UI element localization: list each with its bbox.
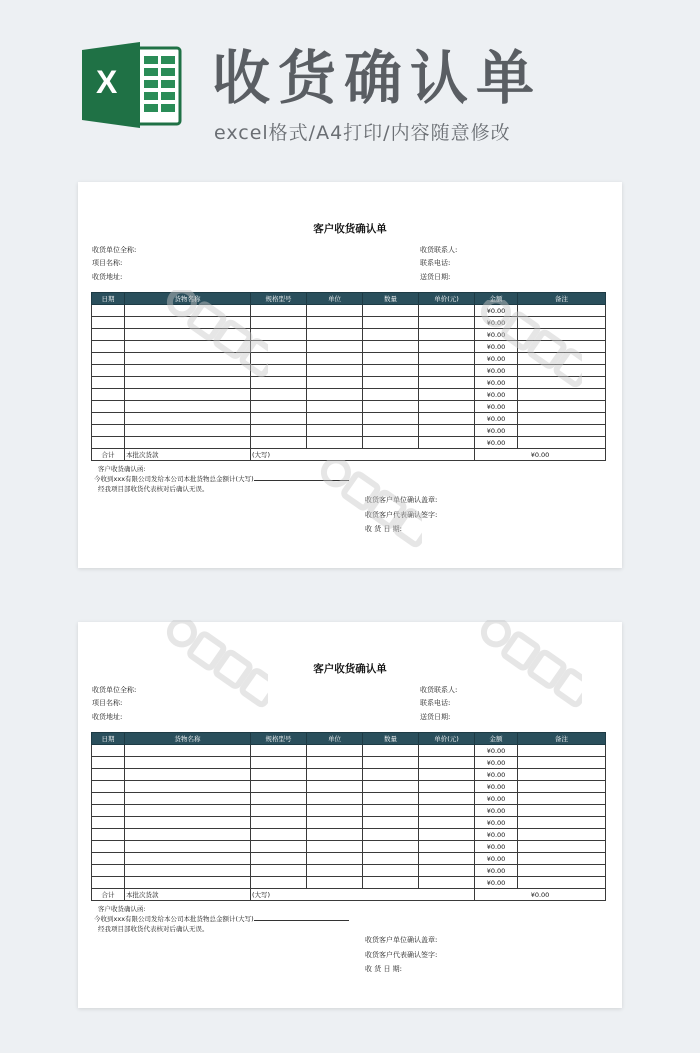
table-cell [363, 401, 419, 413]
table-cell [363, 329, 419, 341]
amount-cell: ¥0.00 [475, 305, 518, 317]
table-row [92, 377, 606, 389]
amount-cell: ¥0.00 [475, 865, 518, 877]
table-row [92, 353, 606, 365]
table-cell [251, 781, 307, 793]
table-cell [92, 769, 125, 781]
total-label: 合计 [92, 449, 125, 461]
table-cell [518, 841, 606, 853]
banner [0, 0, 700, 165]
table-cell [125, 781, 251, 793]
table-header-row [92, 293, 606, 305]
table-cell [419, 437, 475, 449]
table-cell [251, 317, 307, 329]
table-cell [363, 437, 419, 449]
table-cell [251, 437, 307, 449]
table-cell [419, 853, 475, 865]
field-phone: 联系电话: [420, 259, 451, 267]
table-cell [92, 865, 125, 877]
table-cell [419, 353, 475, 365]
excel-logo-letter: X [96, 64, 118, 100]
table-cell [363, 865, 419, 877]
table-cell [92, 317, 125, 329]
table-cell [125, 877, 251, 889]
table-cell [363, 389, 419, 401]
field-recipient-unit: 收货单位全称: [92, 686, 137, 694]
table-cell [92, 853, 125, 865]
table-cell [518, 769, 606, 781]
total-row [92, 449, 606, 461]
table-cell [251, 805, 307, 817]
total-description: 本批次货款 [125, 449, 251, 461]
table-cell [307, 817, 363, 829]
table-cell [518, 877, 606, 889]
table-cell [92, 329, 125, 341]
confirmation-amount-text: 今收到xxx有限公司发给本公司本批货物总金额计(大写) [94, 915, 254, 923]
table-cell [518, 793, 606, 805]
table-row [92, 865, 606, 877]
table-cell [251, 853, 307, 865]
column-header: 规格型号 [251, 293, 307, 305]
table-cell [307, 317, 363, 329]
table-cell [419, 317, 475, 329]
amount-cell: ¥0.00 [475, 329, 518, 341]
table-cell [251, 413, 307, 425]
table-row [92, 877, 606, 889]
table-cell [363, 793, 419, 805]
table-cell [125, 317, 251, 329]
table-cell [251, 817, 307, 829]
table-cell [125, 769, 251, 781]
receipt-sheet-2 [78, 622, 622, 1008]
table-cell [363, 353, 419, 365]
table-cell [518, 853, 606, 865]
table-cell [307, 745, 363, 757]
table-cell [363, 877, 419, 889]
table-cell [419, 769, 475, 781]
table-cell [363, 829, 419, 841]
table-row [92, 317, 606, 329]
table-cell [307, 829, 363, 841]
table-cell [363, 377, 419, 389]
field-recipient-unit: 收货单位全称: [92, 246, 137, 254]
table-cell [125, 377, 251, 389]
amount-cell: ¥0.00 [475, 377, 518, 389]
table-row [92, 389, 606, 401]
table-cell [518, 365, 606, 377]
amount-cell: ¥0.00 [475, 401, 518, 413]
table-cell [518, 341, 606, 353]
table-cell [125, 437, 251, 449]
column-header: 货物名称 [125, 733, 251, 745]
table-cell [419, 877, 475, 889]
sign-representative: 收货客户代表确认签字: [365, 951, 438, 959]
total-label: 合计 [92, 889, 125, 901]
table-row [92, 341, 606, 353]
table-cell [518, 829, 606, 841]
total-description: 本批次货款 [125, 889, 251, 901]
column-header: 单位 [307, 293, 363, 305]
table-cell [92, 305, 125, 317]
table-cell [518, 757, 606, 769]
table-cell [125, 865, 251, 877]
table-cell [125, 829, 251, 841]
table-cell [251, 829, 307, 841]
table-cell [92, 401, 125, 413]
total-amount: ¥0.00 [475, 449, 606, 461]
sign-receipt-date: 收 货 日 期: [365, 965, 403, 973]
receipt-sheet-1 [78, 182, 622, 568]
table-cell [92, 841, 125, 853]
confirmation-verified: 经我项目部收货代表核对后确认无误。 [98, 485, 209, 493]
table-cell [251, 793, 307, 805]
table-cell [518, 865, 606, 877]
table-cell [307, 793, 363, 805]
table-cell [307, 853, 363, 865]
field-contact: 收货联系人: [420, 686, 458, 694]
table-cell [363, 413, 419, 425]
table-cell [251, 757, 307, 769]
table-cell [518, 425, 606, 437]
amount-cell: ¥0.00 [475, 853, 518, 865]
confirmation-heading: 客户收货确认函: [98, 905, 146, 913]
table-cell [92, 437, 125, 449]
table-cell [419, 817, 475, 829]
table-cell [251, 341, 307, 353]
column-header: 日期 [92, 293, 125, 305]
table-cell [251, 329, 307, 341]
table-cell [307, 389, 363, 401]
table-cell [419, 305, 475, 317]
table-cell [363, 425, 419, 437]
table-cell [419, 781, 475, 793]
table-cell [518, 389, 606, 401]
table-cell [251, 365, 307, 377]
table-cell [92, 805, 125, 817]
table-cell [419, 425, 475, 437]
table-cell [125, 341, 251, 353]
table-cell [419, 389, 475, 401]
column-header: 单价(元) [419, 293, 475, 305]
table-row [92, 817, 606, 829]
amount-cell: ¥0.00 [475, 413, 518, 425]
column-header: 货物名称 [125, 293, 251, 305]
table-row [92, 425, 606, 437]
table-cell [125, 413, 251, 425]
amount-cell: ¥0.00 [475, 817, 518, 829]
table-cell [307, 437, 363, 449]
banner-subtitle: excel格式/A4打印/内容随意修改 [214, 122, 511, 144]
table-cell [518, 817, 606, 829]
table-cell [518, 329, 606, 341]
table-cell [125, 305, 251, 317]
confirmation-heading: 客户收货确认函: [98, 465, 146, 473]
table-cell [92, 389, 125, 401]
table-cell [518, 305, 606, 317]
amount-cell: ¥0.00 [475, 745, 518, 757]
table-cell [92, 365, 125, 377]
table-row [92, 853, 606, 865]
table-cell [307, 413, 363, 425]
table-cell [518, 317, 606, 329]
table-cell [518, 805, 606, 817]
table-header-row [92, 733, 606, 745]
table-row [92, 329, 606, 341]
column-header: 数量 [363, 293, 419, 305]
table-row [92, 829, 606, 841]
table-cell [307, 877, 363, 889]
table-cell [419, 413, 475, 425]
table-cell [92, 413, 125, 425]
table-cell [92, 341, 125, 353]
underline-blank [254, 914, 349, 921]
table-row [92, 781, 606, 793]
field-project-name: 项目名称: [92, 699, 123, 707]
table-cell [307, 781, 363, 793]
field-address: 收货地址: [92, 713, 123, 721]
table-cell [307, 401, 363, 413]
total-amount: ¥0.00 [475, 889, 606, 901]
table-cell [363, 817, 419, 829]
field-phone: 联系电话: [420, 699, 451, 707]
table-row [92, 305, 606, 317]
table-cell [125, 853, 251, 865]
amount-cell: ¥0.00 [475, 365, 518, 377]
table-cell [363, 745, 419, 757]
sign-representative: 收货客户代表确认签字: [365, 511, 438, 519]
table-cell [419, 377, 475, 389]
table-cell [92, 425, 125, 437]
table-cell [92, 877, 125, 889]
column-header: 单价(元) [419, 733, 475, 745]
table-cell [92, 793, 125, 805]
table-cell [518, 353, 606, 365]
table-cell [125, 329, 251, 341]
confirmation-amount-text: 今收到xxx有限公司发给本公司本批货物总金额计(大写) [94, 475, 254, 483]
table-cell [518, 745, 606, 757]
table-cell [363, 769, 419, 781]
field-project-name: 项目名称: [92, 259, 123, 267]
table-cell [518, 781, 606, 793]
table-cell [518, 377, 606, 389]
table-cell [419, 341, 475, 353]
sign-company-seal: 收货客户单位确认盖章: [365, 936, 438, 944]
amount-cell: ¥0.00 [475, 437, 518, 449]
sign-company-seal: 收货客户单位确认盖章: [365, 496, 438, 504]
table-cell [307, 377, 363, 389]
table-row [92, 769, 606, 781]
table-cell [363, 341, 419, 353]
table-cell [419, 841, 475, 853]
amount-cell: ¥0.00 [475, 829, 518, 841]
table-cell [92, 745, 125, 757]
column-header: 金额 [475, 293, 518, 305]
table-cell [125, 745, 251, 757]
document-title: 客户收货确认单 [313, 663, 387, 675]
table-cell [251, 389, 307, 401]
table-row [92, 757, 606, 769]
amount-cell: ¥0.00 [475, 805, 518, 817]
table-cell [92, 377, 125, 389]
amount-cell: ¥0.00 [475, 425, 518, 437]
table-cell [125, 793, 251, 805]
table-cell [92, 781, 125, 793]
table-cell [251, 841, 307, 853]
table-cell [307, 425, 363, 437]
table-row [92, 437, 606, 449]
amount-cell: ¥0.00 [475, 317, 518, 329]
goods-table [91, 732, 606, 901]
table-cell [518, 413, 606, 425]
table-cell [307, 353, 363, 365]
table-cell [307, 329, 363, 341]
amount-cell: ¥0.00 [475, 769, 518, 781]
table-cell [307, 805, 363, 817]
column-header: 单位 [307, 733, 363, 745]
amount-cell: ¥0.00 [475, 841, 518, 853]
field-contact: 收货联系人: [420, 246, 458, 254]
column-header: 金额 [475, 733, 518, 745]
table-cell [419, 805, 475, 817]
table-cell [307, 841, 363, 853]
table-row [92, 413, 606, 425]
table-cell [307, 865, 363, 877]
table-cell [125, 365, 251, 377]
table-cell [307, 757, 363, 769]
total-in-words: (大写) [251, 889, 475, 901]
table-cell [307, 769, 363, 781]
total-in-words: (大写) [251, 449, 475, 461]
table-cell [363, 365, 419, 377]
column-header: 数量 [363, 733, 419, 745]
table-cell [92, 353, 125, 365]
table-cell [419, 745, 475, 757]
column-header: 日期 [92, 733, 125, 745]
table-cell [419, 757, 475, 769]
table-cell [419, 793, 475, 805]
table-cell [125, 817, 251, 829]
amount-cell: ¥0.00 [475, 781, 518, 793]
table-cell [363, 805, 419, 817]
table-cell [307, 341, 363, 353]
table-cell [419, 401, 475, 413]
table-cell [363, 781, 419, 793]
table-cell [363, 317, 419, 329]
table-cell [363, 853, 419, 865]
table-cell [251, 377, 307, 389]
table-cell [125, 389, 251, 401]
column-header: 规格型号 [251, 733, 307, 745]
table-cell [251, 769, 307, 781]
field-delivery-date: 送货日期: [420, 713, 451, 721]
amount-cell: ¥0.00 [475, 389, 518, 401]
total-row [92, 889, 606, 901]
amount-cell: ¥0.00 [475, 341, 518, 353]
table-row [92, 401, 606, 413]
table-cell [251, 305, 307, 317]
table-cell [251, 745, 307, 757]
amount-cell: ¥0.00 [475, 757, 518, 769]
amount-cell: ¥0.00 [475, 793, 518, 805]
table-row [92, 365, 606, 377]
table-cell [125, 425, 251, 437]
table-cell [125, 401, 251, 413]
goods-table [91, 292, 606, 461]
table-cell [251, 401, 307, 413]
document-title: 客户收货确认单 [313, 223, 387, 235]
table-cell [92, 817, 125, 829]
underline-blank [254, 474, 349, 481]
table-cell [307, 365, 363, 377]
table-row [92, 841, 606, 853]
amount-cell: ¥0.00 [475, 877, 518, 889]
table-cell [363, 841, 419, 853]
confirmation-verified: 经我项目部收货代表核对后确认无误。 [98, 925, 209, 933]
table-cell [92, 829, 125, 841]
table-cell [92, 757, 125, 769]
column-header: 备注 [518, 293, 606, 305]
field-delivery-date: 送货日期: [420, 273, 451, 281]
table-row [92, 805, 606, 817]
table-cell [419, 365, 475, 377]
banner-title: 收货确认单 [212, 44, 543, 112]
column-header: 备注 [518, 733, 606, 745]
table-cell [419, 329, 475, 341]
table-cell [419, 829, 475, 841]
table-cell [125, 757, 251, 769]
table-row [92, 793, 606, 805]
table-cell [419, 865, 475, 877]
table-cell [125, 841, 251, 853]
confirmation-text [94, 474, 349, 483]
confirmation-text [94, 914, 349, 923]
table-cell [125, 353, 251, 365]
field-address: 收货地址: [92, 273, 123, 281]
amount-cell: ¥0.00 [475, 353, 518, 365]
sign-receipt-date: 收 货 日 期: [365, 525, 403, 533]
table-cell [363, 305, 419, 317]
table-cell [251, 425, 307, 437]
table-cell [251, 865, 307, 877]
table-cell [518, 437, 606, 449]
table-cell [251, 877, 307, 889]
table-cell [307, 305, 363, 317]
table-cell [363, 757, 419, 769]
table-cell [251, 353, 307, 365]
table-row [92, 745, 606, 757]
table-cell [125, 805, 251, 817]
table-cell [518, 401, 606, 413]
